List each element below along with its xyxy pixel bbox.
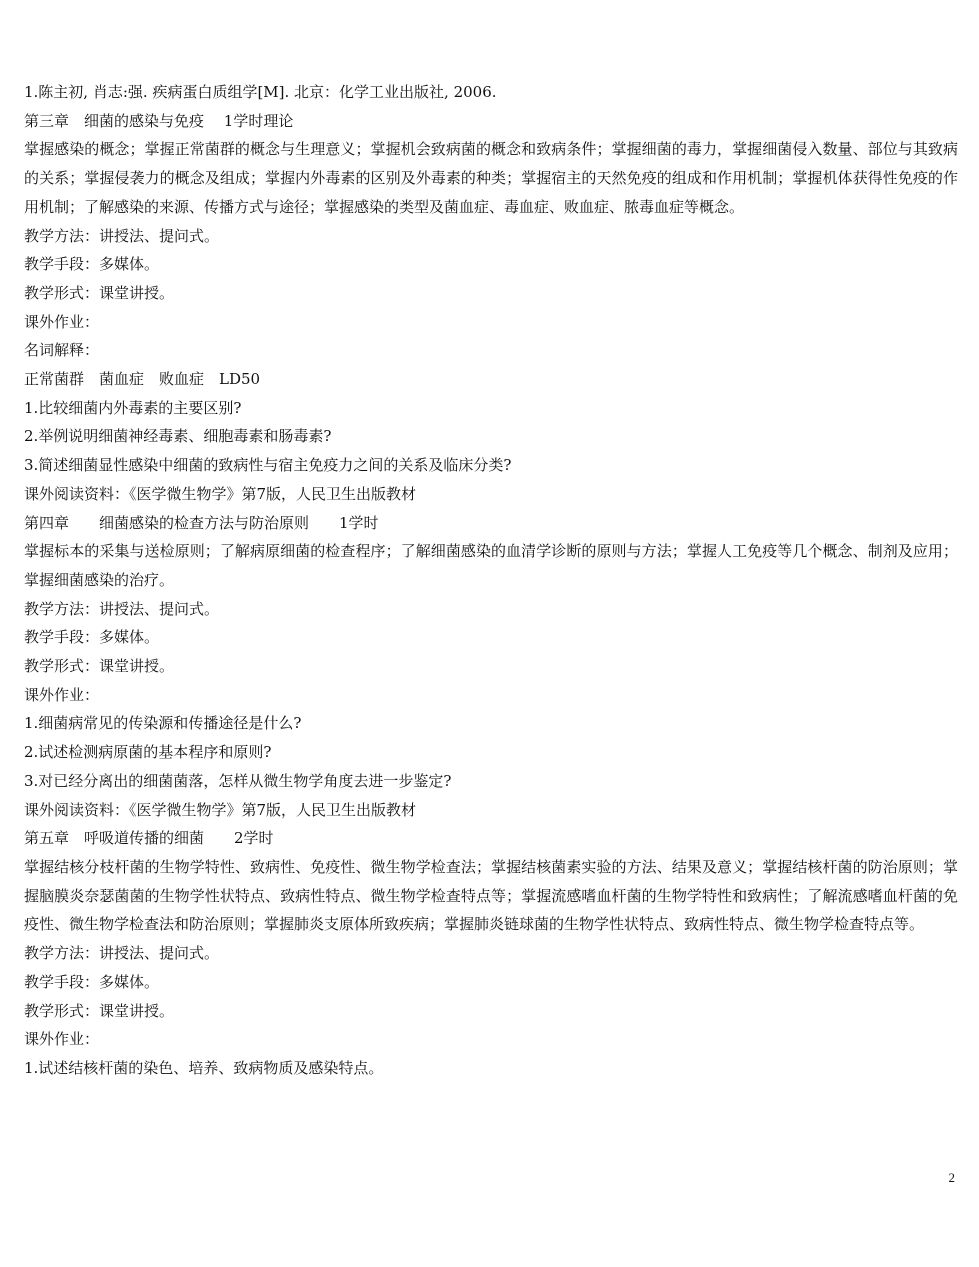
chapter-4-objectives: 掌握标本的采集与送检原则；了解病原细菌的检查程序；了解细菌感染的血清学诊断的原则与方法；掌握人工免疫等几个概念、制剂及应用；掌握细菌感染的治疗。 [24, 542, 958, 589]
chapter-3-terms: 正常菌群 菌血症 败血症 LD50 [24, 370, 261, 389]
chapter-5-question-1: 1.试述结核杆菌的染色、培养、致病物质及感染特点。 [24, 1058, 384, 1077]
chapter-4-teaching-method: 教学方法：讲授法、提问式。 [24, 599, 220, 618]
chapter-3-reading: 课外阅读资料：《医学微生物学》第7版，人民卫生出版教材 [24, 484, 417, 503]
chapter-3-title: 第三章 细菌的感染与免疫 1学时理论 [24, 111, 294, 130]
chapter-5-title: 第五章 呼吸道传播的细菌 2学时 [24, 829, 274, 848]
chapter-4-reading: 课外阅读资料：《医学微生物学》第7版，人民卫生出版教材 [24, 800, 417, 819]
page-number: 2 [948, 1170, 955, 1185]
chapter-4-teaching-means: 教学手段：多媒体。 [24, 628, 160, 647]
chapter-5-teaching-means: 教学手段：多媒体。 [24, 972, 160, 991]
chapter-5-teaching-method: 教学方法：讲授法、提问式。 [24, 944, 220, 963]
chapter-3-question-3: 3.简述细菌显性感染中细菌的致病性与宿主免疫力之间的关系及临床分类? [24, 456, 512, 475]
chapter-4-teaching-form: 教学形式：课堂讲授。 [24, 657, 175, 676]
chapter-3-objectives: 掌握感染的概念；掌握正常菌群的概念与生理意义；掌握机会致病菌的概念和致病条件；掌握细菌的毒力，掌握细菌侵入数量、部位与其致病的关系；掌握侵袭力的概念及组成；掌握内外毒素的区别及外毒素的种类；掌握宿主的天然免疫的组成和作用机制；掌握机体获得性免疫的作用机制；了解感染的来源、传播方式与途径；掌握感染的类型及菌血症、毒血症、败血症、脓毒血症等概念。 [24, 140, 958, 216]
chapter-3-homework-label: 课外作业： [24, 312, 100, 331]
chapter-3-question-1: 1.比较细菌内外毒素的主要区别? [24, 398, 242, 417]
chapter-4-homework-label: 课外作业： [24, 685, 100, 704]
document-page [24, 78, 958, 1083]
chapter-4-question-1: 1.细菌病常见的传染源和传播途径是什么? [24, 714, 302, 733]
chapter-4-title: 第四章 细菌感染的检查方法与防治原则 1学时 [24, 513, 379, 532]
reference-entry: 1.陈主初, 肖志:强. 疾病蛋白质组学[M]. 北京：化学工业出版社, 2006. [24, 83, 497, 101]
chapter-5-teaching-form: 教学形式：课堂讲授。 [24, 1001, 175, 1020]
chapter-3-question-2: 2.举例说明细菌神经毒素、细胞毒素和肠毒素? [24, 427, 332, 446]
chapter-4-question-2: 2.试述检测病原菌的基本程序和原则? [24, 743, 272, 762]
chapter-4-question-3: 3.对已经分离出的细菌菌落，怎样从微生物学角度去进一步鉴定? [24, 771, 452, 790]
chapter-3-teaching-means: 教学手段：多媒体。 [24, 255, 160, 274]
chapter-5-homework-label: 课外作业： [24, 1030, 100, 1049]
chapter-5-objectives: 掌握结核分枝杆菌的生物学特性、致病性、免疫性、微生物学检查法；掌握结核菌素实验的方法、结果及意义；掌握结核杆菌的防治原则；掌握脑膜炎奈瑟菌菌的生物学性状特点、致病性特点、微生物学检查特点等；掌握流感嗜血杆菌的生物学特性和致病性；了解流感嗜血杆菌的免疫性、微生物学检查法和防治原则；掌握肺炎支原体所致疾病；掌握肺炎链球菌的生物学性状特点、致病性特点、微生物学检查特点等。 [24, 857, 958, 934]
chapter-3-teaching-form: 教学形式：课堂讲授。 [24, 283, 175, 302]
chapter-3-terms-label: 名词解释： [24, 341, 100, 360]
chapter-3-teaching-method: 教学方法：讲授法、提问式。 [24, 226, 220, 245]
